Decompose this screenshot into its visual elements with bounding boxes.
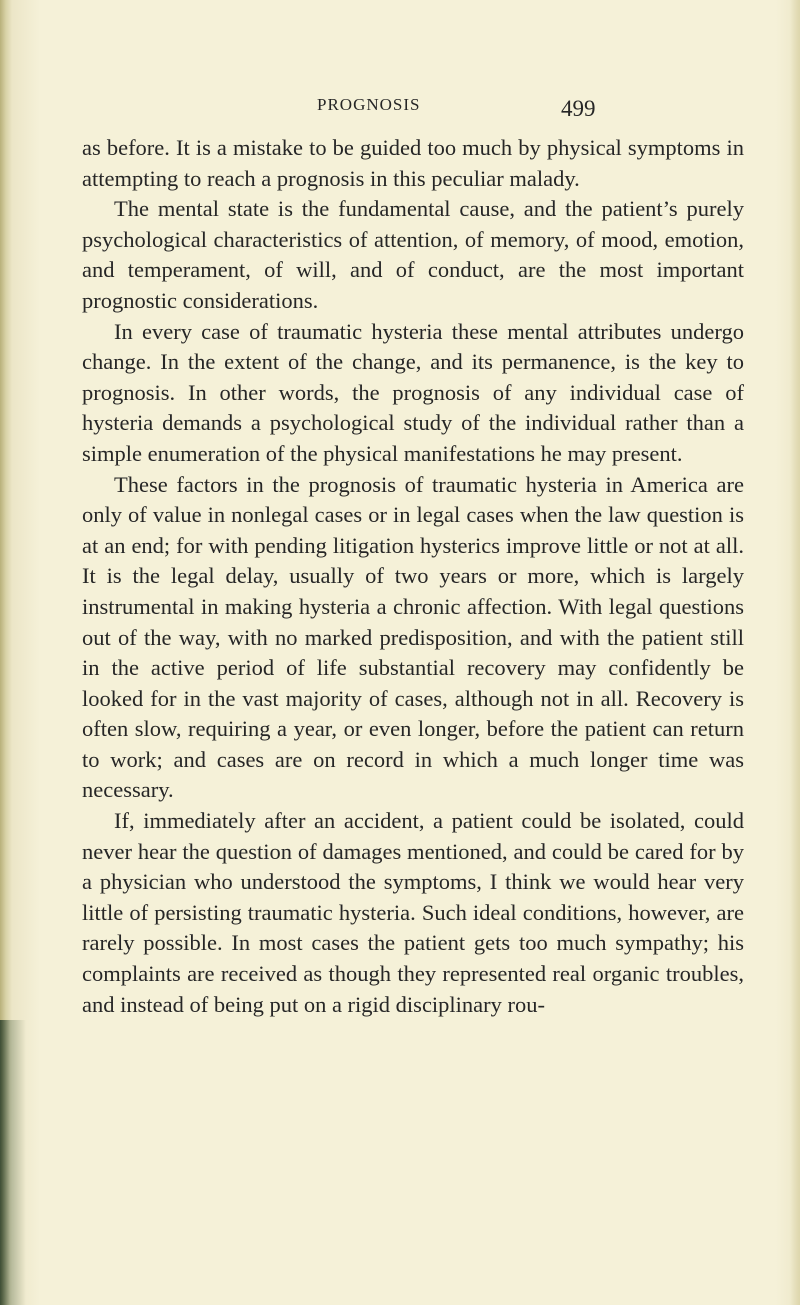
paragraph: The mental state is the fundamental cause, and the patient’s purely psychological characteristics of attention, of memory, of mood, emotion, and temperament, of will, and of conduct, are the most important prognostic considerations. (82, 196, 744, 313)
page-header (0, 95, 800, 125)
running-head: PROGNOSIS (317, 95, 421, 114)
paragraph: These factors in the prognosis of traumatic hysteria in America are only of value in nonlegal cases or in legal cases when the law question is at an end; for with pending litigation hysterics improve little or not at all. It is the legal delay, usually of two years or more, which is largely instrumental in making hysteria a chronic affection. With legal questions out of the way, with no marked predisposition, and with the patient still in the active period of life substantial recovery may confidently be looked for in the vast majority of cases, although not in all. Recovery is often slow, requiring a year, or even longer, before the patient can return to work; and cases are on record in which a much longer time was necessary. (82, 471, 744, 803)
paragraph: In every case of traumatic hysteria these mental attributes undergo change. In the extent of the change, and its permanence, is the key to prognosis. In other words, the prognosis of any individual case of hysteria demands a psychological study of the individual rather than a simple enumeration of the physical manifestations he may present. (82, 318, 744, 466)
body-text (82, 133, 744, 1020)
paragraph: as before. It is a mistake to be guided too much by physical symptoms in attempting to reach a prognosis in this peculiar malady. (82, 135, 744, 191)
page-number: 499 (561, 96, 596, 121)
paragraph: If, immediately after an accident, a patient could be isolated, could never hear the question of damages mentioned, and could be cared for by a physician who understood the symptoms, I think we would hear very little of persisting traumatic hysteria. Such ideal conditions, however, are rarely possible. In most cases the patient gets too much sympathy; his complaints are received as though they represented real organic troubles, and instead of being put on a rigid disciplinary rou- (82, 808, 744, 1017)
page-right-edge (790, 0, 800, 1305)
binding-shadow (0, 1020, 26, 1305)
